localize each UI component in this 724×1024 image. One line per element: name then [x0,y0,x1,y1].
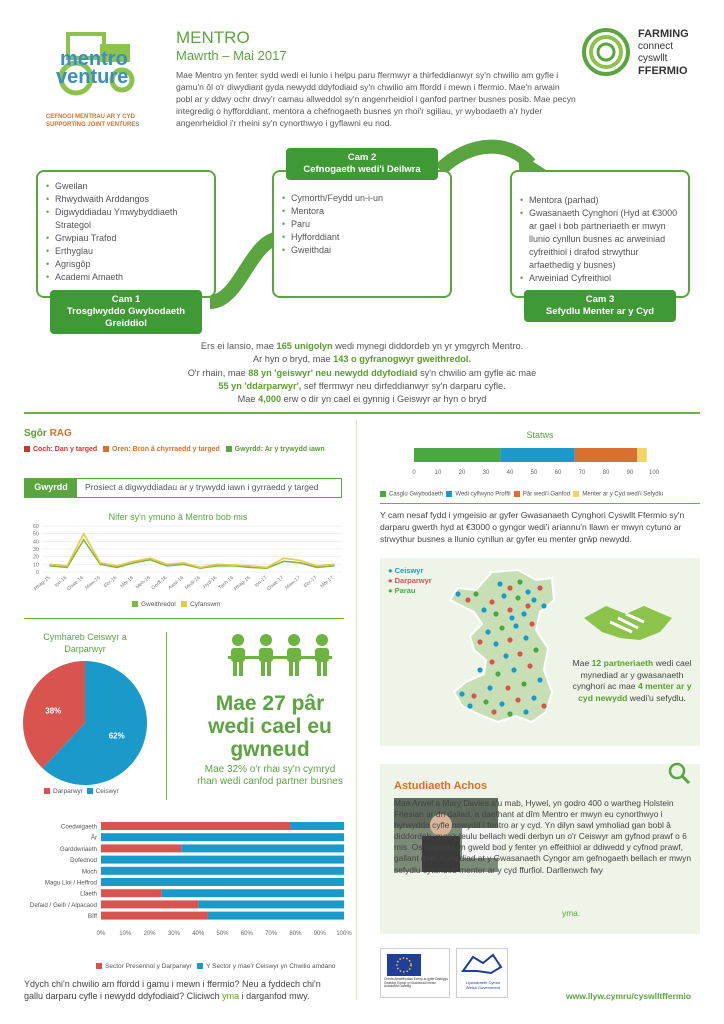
partners-text-a: Mae [572,658,592,668]
summary-highlight: 165 unigolyn [276,341,333,351]
summary-text: wedi mynegi diddordeb yn yr ymgyrch Mentro. [332,341,524,351]
x-tick-label: 80% [289,930,302,937]
data-point [49,565,51,567]
map-marker [491,709,496,714]
category-label: Defaid / Geifr / Alpacaod [29,901,97,909]
list-item: • Arweiniad Cyfreithiol [520,272,682,285]
x-tick-label: Maw-16 [84,574,102,591]
x-tick-label: 100 [648,470,660,476]
data-point [266,567,268,569]
data-point [299,560,301,562]
x-tick-label: Mai-17 [319,574,335,590]
summary-highlight: 88 yn 'geiswyr' neu newydd ddyfodiaid [248,367,418,378]
eu-text: Cronfa Amaethyddol Ewrop ar gyfer Datblygu Gwledig: Ewrop yn Buddsoddi mewn Ardaloedd Gwledig [384,977,448,989]
data-point [299,562,301,564]
status-legend [380,491,663,498]
x-tick-label: Medi-16 [183,574,202,592]
footer-text: i darganfod mwy. [239,991,310,1002]
data-point [316,565,318,567]
footer-question [24,978,354,1002]
x-tick-label: Chwe-16 [65,574,85,593]
data-point [99,562,101,564]
map-marker [513,623,518,628]
rag-title [24,428,72,439]
map-marker [485,629,490,634]
x-tick-label: 90 [626,470,634,476]
y-tick-label: 0 [35,570,39,576]
map-marker [507,585,512,590]
map-marker [511,667,516,672]
list-item: • Rhwydwaith Arddangos [46,193,214,206]
status-bar-segment [637,448,647,462]
summary-text: Ar hyn o bryd, mae [252,354,334,365]
sector-bar [162,889,344,897]
category-label: Coedwigaeth [60,823,97,831]
x-tick-label: Meh-16 [134,574,152,591]
x-tick-label: 40% [192,930,205,937]
x-tick-label: 90% [313,930,326,937]
map-marker [523,635,528,640]
summary-text: sef ffermwyr neu dirfeddianwyr sy'n darparu cyfle. [301,381,506,392]
summary-block [140,340,584,407]
brand-ffermio: FFERMIO [638,65,688,77]
legend-label: Cyfanswm [190,601,221,608]
map-marker [471,693,476,698]
map-legend-label: Ceiswyr [394,566,424,575]
line-chart-title: Nifer sy'n ymuno â Mentro bob mis [108,512,248,522]
legend-swatch [446,491,452,497]
stage1-box [36,170,216,298]
map-marker [541,603,546,608]
sector-legend [96,963,336,970]
legend-label: Y Sector y mae'r Ceiswyr yn Chwilio amdano [206,963,336,970]
map-marker [505,685,510,690]
map-marker [489,659,494,664]
legend-amber: Oren: Bron â chyrraedd y targed [112,446,220,453]
data-point [199,567,201,569]
data-point [66,565,68,567]
footer-text: gallu darparu cyfle i newydd ddyfodiaid? Cliciwch [24,991,223,1002]
x-tick-label: 30% [167,930,180,937]
legend-red: Coch: Dan y targed [33,446,98,453]
page-title: MENTRO [176,28,250,47]
map-marker [527,663,532,668]
map-legend-item: ● Ceiswyr [388,566,424,575]
x-tick-label: Awst-16 [167,574,185,592]
data-point [116,565,118,567]
legend-label: Menter ar y Cyd wedi'i Sefydlu [582,491,664,498]
logo-sub-welsh: CEFNOGI MENTRAU AR Y CYD [46,114,135,120]
map-marker [541,703,546,708]
x-tick-label: Ion-16 [53,574,69,589]
data-point [249,567,251,569]
map-marker [507,607,512,612]
legend-green: Gwyrdd: Ar y trywydd iawn [234,446,325,453]
legend-label: Gweithredol [141,601,176,608]
magnifier-icon [666,760,692,786]
sector-bar [101,833,344,841]
legend-swatch-red [24,446,30,452]
legend-swatch-amber [103,446,109,452]
pie-legend [44,788,119,795]
map-marker [525,603,530,608]
legend-label: Wedi cyflwyno Proffil [455,491,511,498]
map-marker [455,591,460,596]
list-item: • Gwasanaeth Cynghori (Hyd at €3000 ar gael i bob partneriaeth er mwyn llunio cynllun busnes ac arweiniad cyfreithiol i drafod strwythur arfaethedig y busnes) [520,207,682,272]
category-label: Dofednod [70,857,97,865]
x-tick-label: Chwe-17 [265,574,285,593]
map-marker [507,637,512,642]
map-marker [489,599,494,604]
y-tick-label: 40 [32,539,39,546]
footer-url[interactable]: www.llyw.cymru/cyswlltffermio [566,991,692,1001]
category-label: Âr [90,834,97,842]
map-marker [487,685,492,690]
pairs-subtext: Mae 32% o'r rhai sy'n cymryd rhan wedi canfod partner busnes [197,764,343,787]
y-tick-label: 50 [32,531,39,538]
legend-swatch [197,963,203,969]
logo-word-bottom: venture [56,66,129,88]
list-item: • Gweilan [46,180,214,193]
map-marker [499,625,504,630]
summary-line-1 [140,340,584,353]
x-tick-label: 60% [240,930,253,937]
map-marker [529,621,534,626]
map-marker [465,597,470,602]
partners-highlight: 12 partneriaeth [591,658,654,668]
map-marker [533,647,538,652]
map-marker [495,671,500,676]
legend-swatch [132,601,138,607]
map-marker [517,651,522,656]
summary-text: Mae [237,394,259,405]
map-legend-item: ● Parau [388,585,416,595]
x-tick-label: Ebr-17 [302,574,319,590]
x-tick-label: Rhag-15 [33,574,52,592]
data-point [83,539,85,541]
x-tick-label: Mai-16 [119,574,135,590]
footer-question-line2 [24,990,354,1002]
footer-question-line1: Ydych chi'n chwilio am ffordd i gamu i mewn i ffermio? Neu a fyddech chi'n [24,979,321,989]
sector-bar [291,822,344,830]
data-point [166,565,168,567]
legend-swatch [181,601,187,607]
wales-map [440,566,560,738]
list-item: • Mentora (parhad) [520,194,682,207]
data-point [83,533,85,535]
welsh-gov-text: Llywodraeth Cymru Welsh Government [465,980,501,990]
data-point [183,562,185,564]
stage3-box [510,170,690,298]
map-marker [499,701,504,706]
summary-line-4 [140,380,584,393]
case-study-title: Astudiaeth Achos [394,780,488,792]
sector-bar [101,822,291,830]
rag-status-label: Gwyrdd [25,479,77,497]
data-point [166,563,168,565]
x-tick-label: 30 [482,470,490,476]
data-point [333,563,335,565]
map-marker [525,589,530,594]
legend-swatch [96,963,102,969]
x-tick-label: Tach-16 [217,574,235,591]
map-legend [388,566,432,595]
stage2-box [272,170,452,298]
pie-label: 38% [45,706,62,716]
map-marker [537,677,542,682]
list-item: • Grwpiau Trafod [46,232,214,245]
category-label: Moch [81,868,97,876]
intro-text: Mae Mentro yn fenter sydd wedi ei lunio i helpu paru ffermwyr a thirfeddianwyr sy'n chwilio am gyfle i gamu'n ôl o'r diwydiant gyda newydd ddyfodiaid sy'n chwilio am ffordd i mewn i ffermio. Mae'n arwain pobl ar y ddwy ochr drwy'r camau allweddol sy'n angenrheidiol i ganfod partner busnes posib. Mae pecyn integredig o hyfforddiant, mentora a chefnogaeth busnes yn rhoi'r sgiliau, yr wybodaeth a'r hyder angenrheidiol i'r rheini sy'n cynorthwyo i gyflawni eu nod. [176,70,576,129]
farming-connect-logo [580,26,700,82]
x-tick-label: 0 [412,470,416,476]
list-item: • Erthyglau [46,245,214,258]
x-tick-label: Maw-17 [284,574,302,591]
rag-status-text: Prosiect a digwyddiadau ar y trywydd iawn i gyrraedd y targed [85,482,319,492]
stage1-list [46,180,214,284]
y-tick-label: 10 [32,562,39,569]
pie-title: Cymhareb Ceiswyr a Darparwyr [43,632,127,654]
legend-swatch-green [226,446,232,452]
summary-line-2 [140,353,584,366]
x-tick-label: 10 [434,470,442,476]
x-tick-label: Ebr-16 [102,574,119,590]
x-tick-label: 80 [602,470,610,476]
brand-farming: FARMING [638,28,689,40]
sector-bar [101,878,344,886]
map-marker [477,667,482,672]
mentro-logo [40,30,158,130]
category-label: Garddwriaeth [59,845,97,853]
rag-title-a: Sgôr [24,428,50,439]
map-marker [515,595,520,600]
category-label: Magu Lloi / Heffrod [44,879,97,887]
y-tick-label: 30 [32,547,39,553]
map-marker [521,681,526,686]
map-marker [483,699,488,704]
x-tick-label: Hyd-16 [202,574,219,590]
sector-bar-chart [0,818,356,958]
x-tick-label: 60 [554,470,562,476]
section-divider [24,618,344,619]
pairs-headline: Mae 27 pâr wedi cael eu gwneud [208,692,332,762]
map-legend-label: Parau [394,585,416,595]
x-tick-label: 10% [119,930,132,937]
data-point [283,560,285,562]
map-marker [507,711,512,716]
summary-highlight: 143 o gyfranogwyr gweithredol. [333,354,471,365]
data-point [133,560,135,562]
x-tick-label: 50% [216,930,229,937]
list-item: • Paru [282,218,450,231]
summary-line-3 [140,367,584,380]
case-text: Mae Arwel a Mary Davies a'u mab, Hywel, yn godro 400 o wartheg Holstein Friesian ar dri daliad, a daethant at dîm Mentro er mwyn eu cynorthwyo i hyrwyddo cyfle newydd i fentro ar y cyd. Yn dilyn sawl ymholiad gan bobl â diddordeb, mae'r teulu bellach wedi derbyn un o'r Ceiswyr am gyfnod prawf o 6 mis. Os byddant yn gweld bod y fenter yn effeithiol ar ddiwedd y cyfnod prawf, gallant gael mynediad at y Gwasanaeth Cyngor am gefnogaeth bellach er mwyn sefydlu cytundeb menter ar y cyd ffurfiol. Darllenwch fwy [394,798,692,875]
data-point [216,563,218,565]
map-marker [473,591,478,596]
x-tick-label: 40 [506,470,514,476]
legend-swatch [573,491,579,497]
stage2-list [282,192,450,257]
list-item: • Gweithdai [282,244,450,257]
map-marker [515,697,520,702]
case-study-link[interactable]: yma. [562,908,581,918]
pie-chart [22,660,148,786]
sector-bar [208,912,344,920]
map-marker [477,639,482,644]
status-bar-segment [575,448,637,462]
series-line [50,540,333,568]
legend-swatch [44,788,50,794]
legend-swatch [87,788,93,794]
data-point [249,565,251,567]
legend-swatch [514,491,520,497]
stage1-title: Cam 1 Trosglwyddo Gwybodaeth Greiddiol [50,290,202,334]
brand-cyswllt: cyswllt [638,53,668,64]
map-marker [537,585,542,590]
legend-label: Ceiswyr [95,788,119,795]
status-bar-segment [414,448,500,462]
logo-word-top: mentro [60,48,128,70]
summary-text: O'r rhain, mae [187,367,249,378]
x-tick-label: Rhag-16 [233,574,252,592]
summary-line-5 [140,393,584,406]
map-marker [523,709,528,714]
case-study-text [394,798,694,876]
map-marker [531,597,536,602]
sector-bar [181,844,344,852]
map-marker [509,615,514,620]
legend-swatch [380,491,386,497]
statws-title: Statws [526,430,554,440]
map-marker [467,703,472,708]
map-marker [501,593,506,598]
swirl-icon [580,26,632,78]
map-marker [517,579,522,584]
pie-divider [166,632,167,800]
sector-bar [198,900,344,908]
legend-label: Sector Presennol y Darparwyr [105,963,192,970]
summary-text: erw o dir yn cael ei gynnig i Geiswyr ar hyn o bryd [281,394,487,405]
list-item: • Hyfforddiant [282,231,450,244]
legend-label: Casglu Gwybodaeth [389,491,444,498]
footer-link[interactable]: yma [222,991,240,1002]
map-marker [503,653,508,658]
page-subtitle: Mawrth – Mai 2017 [176,48,287,63]
sector-bar [101,900,198,908]
y-tick-label: 60 [32,524,39,530]
partners-text-e: wedi'u sefydlu. [627,692,686,703]
status-bar-chart [404,444,674,480]
section-divider [380,503,700,504]
sector-bar [101,856,344,864]
map-marker [521,611,526,616]
stage3-list [520,194,682,285]
summary-text: sy'n chwilio am gyfle ac mae [417,367,537,378]
section-divider [24,412,700,414]
map-marker [459,691,464,696]
people-icon [224,632,336,680]
dragon-icon [457,949,507,979]
data-point [116,567,118,569]
summary-highlight: 4,000 [258,394,282,405]
sector-bar [101,912,208,920]
map-legend-item: ● Darparwyr [388,575,432,585]
map-marker [497,581,502,586]
column-divider [356,420,357,1000]
welsh-gov-logo [456,948,508,998]
wales-outline [450,570,554,722]
x-tick-label: 100% [336,930,352,937]
list-item: • Digwyddiadau Ymwybyddiaeth Strategol [46,206,214,232]
map-marker [493,641,498,646]
x-tick-label: Gorff-16 [150,574,169,592]
logo-sub-english: SUPPORTING JOINT VENTURES [46,122,140,128]
sector-bar [101,889,162,897]
status-bar-segment [500,448,574,462]
category-label: Llaeth [80,890,97,898]
x-tick-label: 70 [578,470,586,476]
category-label: Bîff [87,913,97,921]
data-point [66,567,68,569]
rag-status-box [24,478,342,498]
sector-bar [101,844,181,852]
x-tick-label: 0% [96,930,106,937]
x-tick-label: 70% [265,930,278,937]
map-marker [493,611,498,616]
map-marker [481,607,486,612]
map-marker [531,695,536,700]
rag-title-b: RAG [49,428,72,439]
pie-label: 62% [108,731,125,741]
data-point [49,563,51,565]
data-point [149,557,151,559]
data-point [333,565,335,567]
eu-logo [380,948,450,998]
x-tick-label: 20 [458,470,466,476]
x-tick-label: Ion-17 [253,574,269,589]
list-item: • Cymorth/Feydd un-i-un [282,192,450,205]
data-point [283,557,285,559]
sector-bar [101,867,344,875]
x-tick-label: 50 [530,470,538,476]
list-item: • Mentora [282,205,450,218]
summary-highlight: 55 yn 'ddarparwyr', [218,381,302,392]
eu-stars-icon [387,954,421,976]
list-item: • Academi Amaeth [46,271,214,284]
rag-legend [24,446,325,453]
x-tick-label: 20% [143,930,156,937]
eu-flag-icon [387,954,421,976]
partners-text [570,658,694,704]
map-legend-label: Darparwyr [394,575,432,585]
list-item: • Agrisgôp [46,258,214,271]
partners-text-c: wedi cael mynediad ar y gwasanaeth cynghori ac mae [572,658,692,692]
brand-connect: connect [638,41,674,52]
stage2-title: Cam 2 Cefnogaeth wedi'i Deilwra [286,148,438,180]
statws-note: Y cam nesaf fydd i ymgeisio ar gyfer Gwasanaeth Cynghori Cyswllt Ffermio sy'n darparu gwerth hyd at €3000 o gyngor wedi'i ariannu'n llawn er mwyn cytuno ar strwythur busnes a llunio cynllun ar gyfer eu menter grŵp newydd. [380,510,685,544]
handshake-icon [580,592,676,648]
summary-text: Ers ei lansio, mae [200,341,277,351]
line-chart-legend [132,601,220,608]
data-point [316,567,318,569]
partners-highlight: 4 menter ar y cyd newydd [578,681,692,703]
data-point [233,564,235,566]
legend-label: Pâr wedi'i Ganfod [522,491,571,498]
legend-label: Darparwyr [53,788,83,795]
stage3-title: Cam 3 Sefydlu Menter ar y Cyd [524,290,676,322]
y-tick-label: 20 [32,554,39,561]
